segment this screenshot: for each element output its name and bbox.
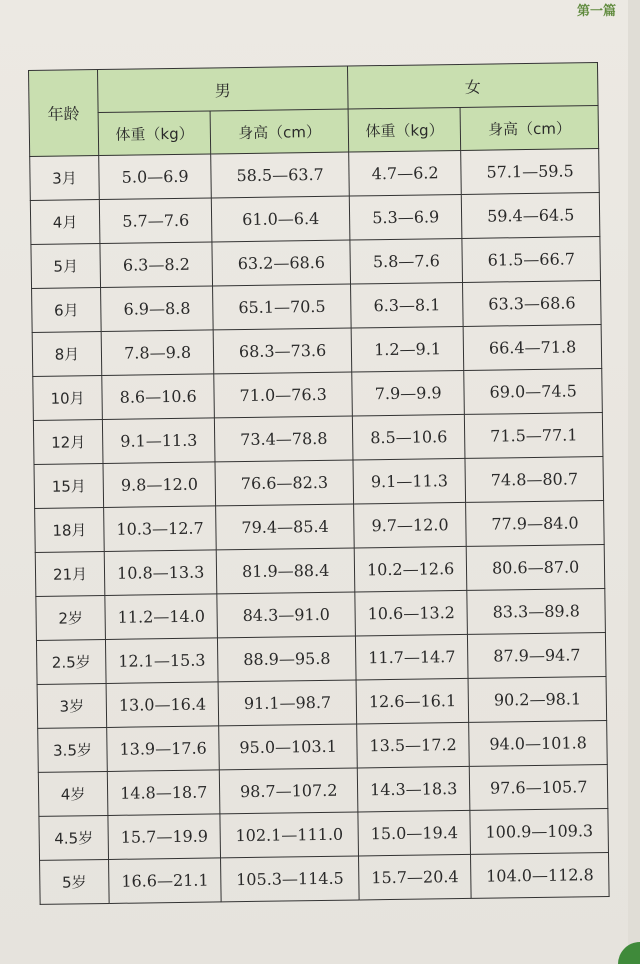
leaf-decoration-icon — [618, 942, 640, 964]
male-weight-header: 体重（kg） — [98, 111, 211, 156]
female-weight-cell: 15.7—20.4 — [358, 854, 471, 900]
age-cell: 3.5岁 — [38, 727, 108, 772]
female-weight-cell: 6.3—8.1 — [351, 282, 464, 328]
female-height-cell: 83.3—89.8 — [467, 588, 605, 634]
female-weight-cell: 1.2—9.1 — [351, 326, 464, 372]
female-height-cell: 90.2—98.1 — [468, 676, 606, 722]
male-weight-cell: 6.9—8.8 — [101, 286, 214, 332]
male-weight-cell: 15.7—19.9 — [108, 814, 221, 860]
table-row — [30, 193, 600, 245]
male-weight-cell: 12.1—15.3 — [105, 638, 218, 684]
male-weight-cell: 5.0—6.9 — [99, 154, 212, 200]
female-weight-cell: 5.3—6.9 — [349, 194, 462, 240]
age-column-header: 年龄 — [29, 70, 99, 157]
female-height-cell: 63.3—68.6 — [463, 281, 601, 327]
male-weight-cell: 13.0—16.4 — [106, 682, 219, 728]
male-height-cell: 58.5—63.7 — [211, 152, 349, 198]
table-row — [35, 501, 605, 553]
table-row — [35, 545, 605, 597]
female-height-cell: 59.4—64.5 — [462, 193, 600, 239]
female-weight-cell: 9.1—11.3 — [353, 458, 466, 504]
age-cell: 5岁 — [40, 859, 110, 904]
age-cell: 18月 — [35, 507, 105, 552]
male-height-cell: 95.0—103.1 — [219, 724, 357, 770]
age-cell: 5月 — [31, 244, 101, 289]
age-cell: 2岁 — [36, 595, 106, 640]
female-weight-cell: 14.3—18.3 — [357, 766, 470, 812]
female-height-cell: 104.0—112.8 — [471, 852, 609, 898]
male-height-cell: 84.3—91.0 — [217, 592, 355, 638]
table-row — [33, 413, 603, 465]
female-weight-cell: 11.7—14.7 — [355, 634, 468, 680]
growth-table-wrapper — [28, 70, 626, 905]
female-weight-cell: 10.6—13.2 — [355, 590, 468, 636]
female-height-cell: 77.9—84.0 — [466, 501, 604, 547]
male-height-cell: 102.1—111.0 — [220, 812, 358, 858]
male-weight-cell: 11.2—14.0 — [105, 594, 218, 640]
female-weight-cell: 8.5—10.6 — [352, 414, 465, 460]
male-height-cell: 63.2—68.6 — [212, 240, 350, 286]
age-cell: 4.5岁 — [39, 815, 109, 860]
age-cell: 6月 — [32, 288, 102, 333]
female-height-cell: 74.8—80.7 — [465, 457, 603, 503]
female-header: 女 — [347, 63, 598, 109]
female-height-cell: 66.4—71.8 — [463, 325, 601, 371]
male-weight-cell: 8.6—10.6 — [102, 374, 215, 420]
male-weight-cell: 9.1—11.3 — [102, 418, 215, 464]
male-height-cell: 105.3—114.5 — [221, 856, 359, 902]
female-height-cell: 97.6—105.7 — [470, 764, 608, 810]
male-height-cell: 91.1—98.7 — [218, 680, 356, 726]
female-weight-cell: 4.7—6.2 — [349, 150, 462, 196]
age-cell: 4岁 — [38, 771, 108, 816]
female-height-cell: 71.5—77.1 — [465, 413, 603, 459]
age-cell: 15月 — [34, 463, 104, 508]
male-height-cell: 65.1—70.5 — [213, 284, 351, 330]
male-height-cell: 81.9—88.4 — [217, 548, 355, 594]
female-weight-cell: 7.9—9.9 — [352, 370, 465, 416]
male-height-cell: 71.0—76.3 — [214, 372, 352, 418]
age-cell: 12月 — [33, 419, 103, 464]
male-height-cell: 68.3—73.6 — [213, 328, 351, 374]
age-cell: 3岁 — [37, 683, 107, 728]
female-height-cell: 94.0—101.8 — [469, 720, 607, 766]
table-row — [38, 764, 608, 816]
male-weight-cell: 7.8—9.8 — [101, 330, 214, 376]
female-weight-cell: 13.5—17.2 — [357, 722, 470, 768]
age-cell: 3月 — [30, 156, 100, 201]
male-height-cell: 88.9—95.8 — [218, 636, 356, 682]
table-row — [39, 808, 609, 860]
male-height-cell: 76.6—82.3 — [215, 460, 353, 506]
female-weight-cell: 12.6—16.1 — [356, 678, 469, 724]
table-row — [34, 457, 604, 509]
female-height-cell: 100.9—109.3 — [470, 808, 608, 854]
table-row — [37, 676, 607, 728]
male-weight-cell: 5.7—7.6 — [99, 198, 212, 244]
female-weight-cell: 9.7—12.0 — [354, 502, 467, 548]
age-cell: 8月 — [32, 332, 102, 377]
table-row — [36, 632, 606, 684]
table-body — [30, 149, 609, 905]
female-height-cell: 57.1—59.5 — [461, 149, 599, 195]
male-header: 男 — [98, 66, 349, 112]
female-weight-cell: 15.0—19.4 — [358, 810, 471, 856]
male-weight-cell: 6.3—8.2 — [100, 242, 213, 288]
male-weight-cell: 14.8—18.7 — [107, 770, 220, 816]
female-height-header: 身高（cm） — [460, 106, 598, 151]
male-weight-cell: 10.3—12.7 — [104, 506, 217, 552]
female-weight-header: 体重（kg） — [348, 107, 461, 152]
female-weight-cell: 10.2—12.6 — [354, 546, 467, 592]
female-height-cell: 69.0—74.5 — [464, 369, 602, 415]
age-cell: 4月 — [30, 200, 100, 245]
age-cell: 2.5岁 — [36, 639, 106, 684]
male-height-cell: 79.4—85.4 — [216, 504, 354, 550]
male-height-cell: 98.7—107.2 — [220, 768, 358, 814]
male-height-cell: 61.0—6.4 — [212, 196, 350, 242]
male-weight-cell: 9.8—12.0 — [103, 462, 216, 508]
male-weight-cell: 10.8—13.3 — [104, 550, 217, 596]
table-row — [38, 720, 608, 772]
male-weight-cell: 16.6—21.1 — [109, 858, 222, 904]
page-edge — [628, 0, 640, 964]
section-header: 第一篇 — [576, 4, 616, 19]
male-height-header: 身高（cm） — [210, 109, 348, 154]
table-row — [36, 588, 606, 640]
table-row — [40, 852, 610, 904]
female-weight-cell: 5.8—7.6 — [350, 238, 463, 284]
table-row — [31, 237, 601, 289]
table-row — [32, 281, 602, 333]
female-height-cell: 61.5—66.7 — [462, 237, 600, 283]
male-weight-cell: 13.9—17.6 — [107, 726, 220, 772]
male-height-cell: 73.4—78.8 — [215, 416, 353, 462]
table-row — [33, 369, 603, 421]
growth-table — [28, 62, 610, 905]
age-cell: 21月 — [35, 551, 105, 596]
female-height-cell: 80.6—87.0 — [467, 545, 605, 591]
table-row — [32, 325, 602, 377]
female-height-cell: 87.9—94.7 — [468, 632, 606, 678]
age-cell: 10月 — [33, 375, 103, 420]
table-row — [30, 149, 600, 201]
